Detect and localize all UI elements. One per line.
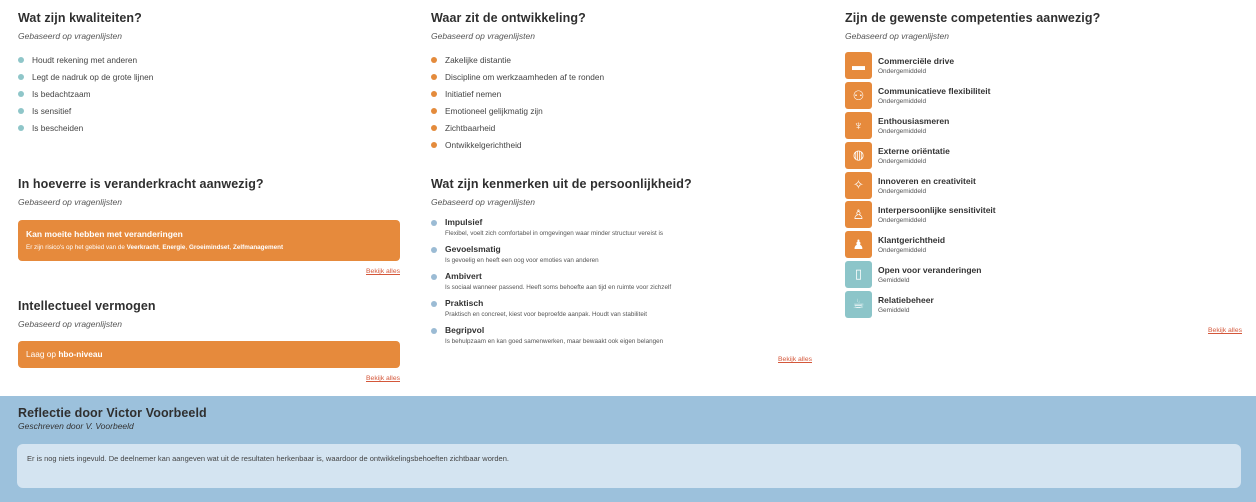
trait-description: Is sociaal wanneer passend. Heeft soms behoefte aan tijd en ruimte voor zichzelf [445, 284, 672, 291]
competence-item [845, 111, 1245, 141]
competence-name: Externe oriëntatie [878, 145, 950, 156]
trait-item [431, 217, 816, 244]
bullet-icon [431, 328, 437, 334]
ontwikkeling-list [431, 51, 816, 153]
list-item-label: Houdt rekening met anderen [32, 54, 138, 65]
competence-status: Ondergemiddeld [878, 187, 927, 195]
bullet-icon [431, 125, 437, 131]
competence-name: Enthousiasmeren [878, 115, 950, 126]
list-item [431, 51, 816, 68]
list-item-label: Is bescheiden [32, 122, 84, 133]
trait-description: Is gevoelig en heeft een oog voor emoties van anderen [445, 257, 599, 264]
list-item-label: Is bedachtzaam [32, 88, 91, 99]
trait-item [431, 325, 816, 352]
reflectie-textbox[interactable]: Er is nog niets ingevuld. De deelnemer kan aangeven wat uit de resultaten herkenbaar is, waardoor de ontwikkelingsbehoeften zichtbaar worden. [17, 444, 1241, 488]
competence-status: Ondergemiddeld [878, 98, 927, 106]
competenties-section [845, 11, 1245, 334]
list-item [431, 136, 816, 153]
list-item-label: Ontwikkelgerichtheid [445, 139, 522, 150]
ontwikkeling-section [431, 11, 816, 153]
list-item-label: Initiatief nemen [445, 88, 502, 99]
intellectueel-banner [18, 341, 400, 368]
list-item [18, 119, 400, 136]
list-item [18, 51, 400, 68]
reflectie-subtitle: Geschreven door V. Voorbeeld [18, 421, 134, 431]
bullet-icon [431, 247, 437, 253]
trait-item [431, 244, 816, 271]
competence-item [845, 260, 1245, 290]
list-item-label: Zichtbaarheid [445, 122, 496, 133]
banner-text: Er zijn risico's op het gebied van de Veerkracht, Energie, Groeimindset, Zelfmanagement [26, 244, 284, 251]
bullet-icon [431, 74, 437, 80]
persoonlijkheid-list [431, 217, 816, 352]
trait-item [431, 298, 816, 325]
list-item [431, 68, 816, 85]
competence-item [845, 200, 1245, 230]
list-item [18, 102, 400, 119]
bekijk-alles-link[interactable]: Bekijk alles [1208, 327, 1242, 335]
bekijk-alles-link[interactable]: Bekijk alles [366, 375, 400, 382]
risk-item: Zelfmanagement [233, 244, 284, 251]
bullet-icon [431, 57, 437, 63]
competence-name: Innoveren en creativiteit [878, 175, 976, 186]
bullet-icon [431, 91, 437, 97]
list-item [18, 85, 400, 102]
trait-name: Begripvol [445, 325, 485, 335]
cheer-icon: ♆ [845, 112, 872, 139]
competence-status: Ondergemiddeld [878, 217, 927, 225]
competence-status: Ondergemiddeld [878, 68, 927, 76]
trait-name: Praktisch [445, 298, 484, 308]
kwaliteiten-title: Wat zijn kwaliteiten? [18, 11, 142, 25]
competence-item [845, 170, 1245, 200]
reflectie-section [0, 396, 1256, 502]
trait-item [431, 271, 816, 298]
competence-status: Ondergemiddeld [878, 157, 927, 165]
globe-icon: ◍ [845, 142, 872, 169]
competence-status: Ondergemiddeld [878, 247, 927, 255]
bullet-icon [18, 125, 24, 131]
ontwikkeling-title: Waar zit de ontwikkeling? [431, 11, 586, 25]
competence-status: Gemiddeld [878, 306, 910, 314]
bullet-icon [18, 57, 24, 63]
kwaliteiten-subtitle: Gebaseerd op vragenlijsten [18, 31, 122, 41]
intellectueel-subtitle: Gebaseerd op vragenlijsten [18, 319, 122, 329]
lightbulb-icon: ✧ [845, 172, 872, 199]
competence-name: Open voor veranderingen [878, 264, 982, 275]
persoonlijkheid-section [431, 177, 816, 363]
competence-item [845, 81, 1245, 111]
person-heart-icon: ♙ [845, 201, 872, 228]
door-icon: ▯ [845, 261, 872, 288]
competence-name: Commerciële drive [878, 56, 955, 67]
bullet-icon [431, 108, 437, 114]
persoonlijkheid-title: Wat zijn kenmerken uit de persoonlijkheid? [431, 177, 692, 191]
bullet-icon [431, 301, 437, 307]
handshake-icon: ▬ [845, 52, 872, 79]
veranderkracht-title: In hoeverre is veranderkracht aanwezig? [18, 177, 264, 191]
trait-description: Flexibel, voelt zich comfortabel in omgevingen waar minder structuur vereist is [445, 230, 664, 237]
group-icon: ♟ [845, 231, 872, 258]
banner-prefix: Laag op [26, 349, 56, 359]
bullet-icon [431, 142, 437, 148]
competenties-subtitle: Gebaseerd op vragenlijsten [845, 31, 949, 41]
bullet-icon [431, 220, 437, 226]
list-item [431, 119, 816, 136]
banner-text-prefix: Er zijn risico's op het gebied van de [26, 244, 125, 251]
risk-item: Groeimindset [188, 244, 230, 251]
competenties-title: Zijn de gewenste competenties aanwezig? [845, 11, 1101, 25]
ontwikkeling-subtitle: Gebaseerd op vragenlijsten [431, 31, 535, 41]
competence-item [845, 289, 1245, 319]
trait-name: Gevoelsmatig [445, 244, 501, 254]
list-item [18, 68, 400, 85]
list-item-label: Discipline om werkzaamheden af te ronden [445, 71, 605, 82]
list-item-label: Zakelijke distantie [445, 54, 511, 65]
people-talk-icon: ⚇ [845, 82, 872, 109]
competence-name: Interpersoonlijke sensitiviteit [878, 205, 996, 216]
risk-item: Veerkracht [126, 244, 159, 251]
bullet-icon [18, 74, 24, 80]
reflectie-title: Reflectie door Victor Voorbeeld [18, 406, 207, 420]
intellectueel-title: Intellectueel vermogen [18, 299, 156, 313]
competence-item [845, 51, 1245, 81]
list-item-label: Legt de nadruk op de grote lijnen [32, 71, 154, 82]
veranderkracht-subtitle: Gebaseerd op vragenlijsten [18, 197, 122, 207]
competence-name: Klantgerichtheid [878, 235, 946, 246]
bullet-icon [18, 108, 24, 114]
competence-item [845, 140, 1245, 170]
competenties-list [845, 51, 1245, 319]
list-item-label: Emotioneel gelijkmatig zijn [445, 105, 543, 116]
bullet-icon [18, 91, 24, 97]
competence-status: Gemiddeld [878, 276, 910, 284]
banner-title: Kan moeite hebben met veranderingen [26, 229, 183, 239]
intellectueel-section [18, 299, 400, 382]
veranderkracht-section [18, 177, 400, 275]
trait-name: Ambivert [445, 271, 482, 281]
list-item [431, 102, 816, 119]
bullet-icon [431, 274, 437, 280]
risk-item: Energie [162, 244, 186, 251]
competence-name: Communicatieve flexibiliteit [878, 86, 991, 97]
persoonlijkheid-subtitle: Gebaseerd op vragenlijsten [431, 197, 535, 207]
trait-description: Is behulpzaam en kan goed samenwerken, maar bewaakt ook eigen belangen [445, 338, 664, 345]
banner-level: hbo-niveau [58, 349, 103, 359]
hand-care-icon: ☕ [845, 291, 872, 318]
kwaliteiten-list [18, 51, 400, 136]
list-item [431, 85, 816, 102]
trait-name: Impulsief [445, 217, 483, 227]
bekijk-alles-link[interactable]: Bekijk alles [778, 356, 812, 363]
competence-item [845, 230, 1245, 260]
veranderkracht-banner [18, 220, 400, 261]
competence-name: Relatiebeheer [878, 294, 934, 305]
kwaliteiten-section [18, 11, 400, 136]
list-item-label: Is sensitief [32, 105, 72, 116]
competence-status: Ondergemiddeld [878, 127, 927, 135]
bekijk-alles-link[interactable]: Bekijk alles [366, 268, 400, 275]
trait-description: Praktisch en concreet, kiest voor beproefde aanpak. Houdt van stabiliteit [445, 311, 647, 318]
